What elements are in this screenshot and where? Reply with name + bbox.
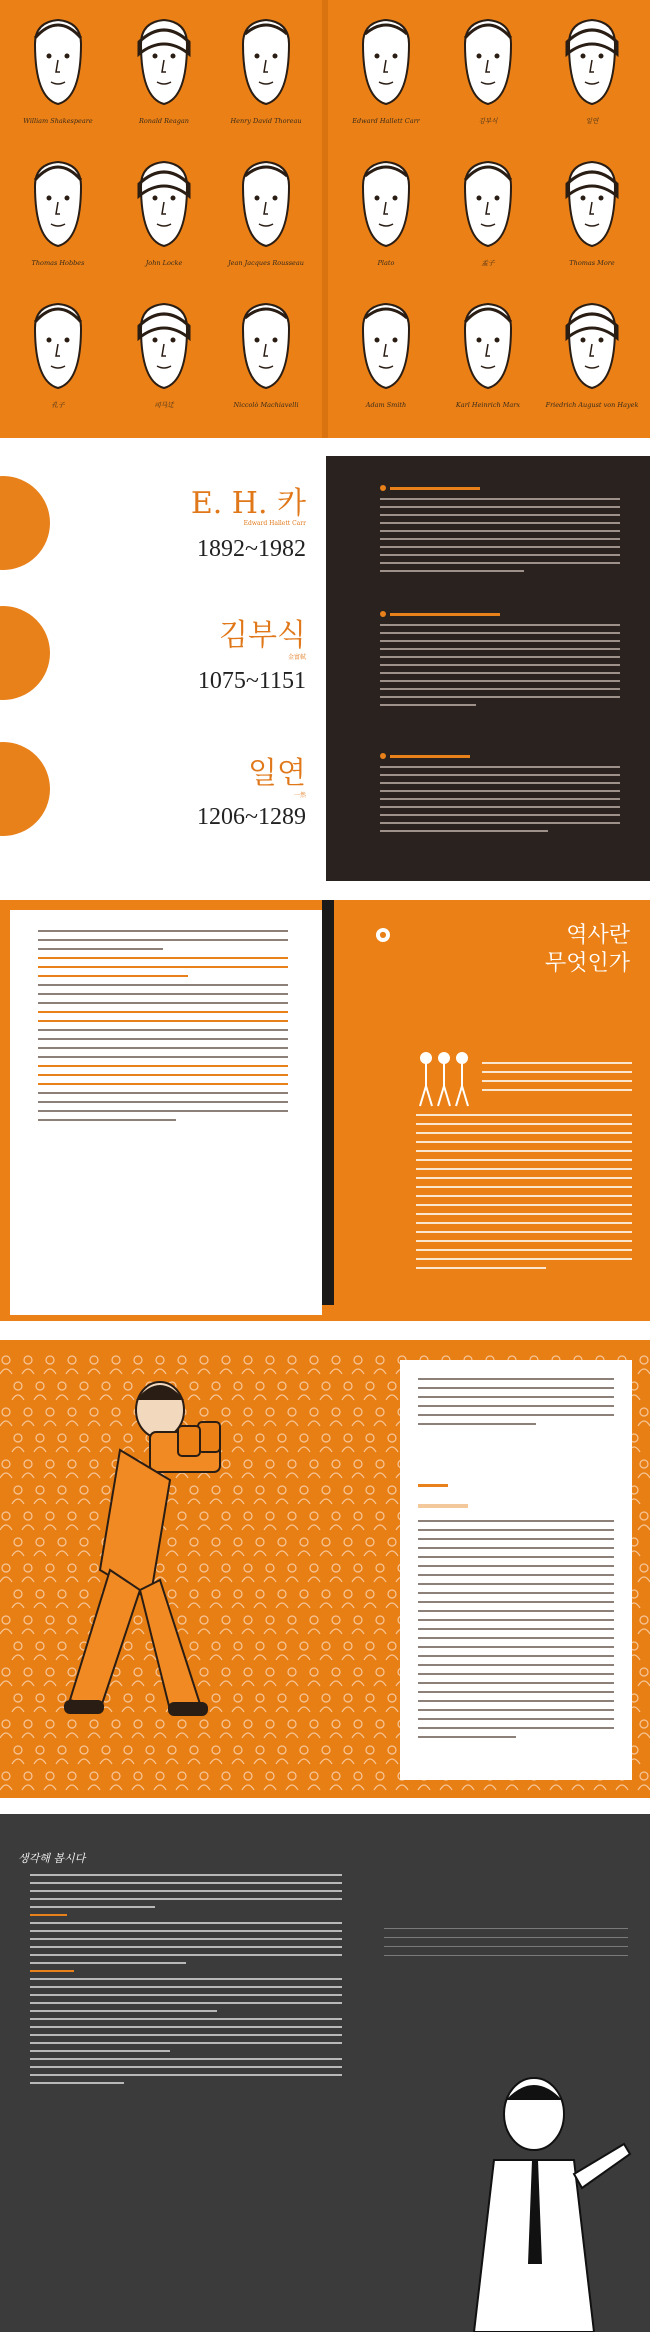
portrait-drawing [127,150,201,254]
portrait-name: Thomas More [569,259,615,267]
portrait-drawing [555,150,629,254]
historian-spread [0,456,650,881]
body-text [418,1378,614,1432]
portrait-name: Niccolò Machiavelli [233,401,299,409]
portrait [6,292,110,420]
body-text [380,766,620,838]
portrait-circle [0,606,50,700]
page-spine [322,900,334,1305]
portrait [334,8,438,136]
historian-timeline [0,456,326,881]
historian-name: 일연 [248,756,306,791]
portrait [436,8,540,136]
illustration-spread [0,1340,650,1798]
portrait-name: 司马迁 [154,401,174,409]
section-header: 생각해 봅시다 [18,1852,86,1865]
portrait-drawing [349,8,423,112]
chapter-opener [0,900,650,1321]
portrait [436,150,540,278]
historian-name: E. H. 카 [190,486,306,521]
chapter-title-line2: 무엇인가 [544,951,630,976]
chapter-title-line1: 역사란 [566,923,630,948]
person-with-binoculars [64,1382,220,1716]
portrait [214,150,318,278]
body-text [482,1062,632,1098]
page-spine [322,0,328,438]
subheading [418,1494,468,1508]
portrait-drawing [229,8,303,112]
portrait-drawing [349,292,423,396]
portrait-drawing [127,292,201,396]
portrait [6,8,110,136]
lecturer-illustration [434,2064,650,2332]
portrait-name: 孔子 [51,401,65,409]
body-text [416,1114,632,1276]
portrait-drawing [229,150,303,254]
portrait-drawing [229,292,303,396]
chapter-title [520,922,630,978]
body-text [30,1874,342,2090]
historian-subtitle: 金富軾 [287,654,306,661]
portrait [112,150,216,278]
portrait-name: 孟子 [481,259,495,267]
portrait [334,150,438,278]
portrait [6,150,110,278]
portrait-name: Edward Hallett Carr [352,117,420,125]
body-text [380,498,620,578]
portrait-drawing [21,292,95,396]
portrait-drawing [127,8,201,112]
portrait-name: Ronald Reagan [138,117,189,125]
historian-years: 1206~1289 [197,804,306,830]
historian-subtitle: Edward Hallett Carr [243,520,306,527]
portrait-name: John Locke [145,259,183,267]
portrait-name: Karl Heinrich Marx [455,401,521,409]
portrait-drawing [21,8,95,112]
portrait-name: Henry David Thoreau [230,117,302,125]
historian-carr [0,468,326,598]
portrait [334,292,438,420]
subheading-label [418,1480,448,1489]
portrait-drawing [21,150,95,254]
discussion-spread [0,1814,650,2332]
chapter-badge: ● [376,928,390,942]
text-page [10,910,322,1315]
historian-kim [0,606,326,736]
portrait-drawing [555,292,629,396]
portrait-drawing [555,8,629,112]
historian-subtitle: 一然 [293,792,306,799]
portrait [540,150,644,278]
portrait-drawing [451,292,525,396]
portrait-circle [0,742,50,836]
portrait [214,8,318,136]
body-text [38,930,288,1128]
portrait-drawing [349,150,423,254]
portrait-name: Friedrich August von Hayek [545,401,639,409]
portrait-gallery [0,0,650,438]
section-bullet [380,610,500,620]
portrait-name: 일연 [585,117,599,125]
body-text [418,1520,614,1745]
portrait-drawing [451,150,525,254]
body-text [380,624,620,712]
portrait [112,292,216,420]
portrait-name: William Shakespeare [23,117,93,125]
walking-figures-icon [416,1050,476,1120]
text-box [400,1360,632,1780]
comparison-table [384,1920,628,1956]
portrait-drawing [451,8,525,112]
portrait [112,8,216,136]
portrait [540,8,644,136]
portrait-name: 김부식 [478,117,498,125]
historian-name: 김부식 [219,618,306,653]
portrait-name: Plato [377,259,395,267]
portrait [540,292,644,420]
portrait-name: Adam Smith [365,401,407,409]
portrait [436,292,540,420]
section-bullet [380,484,480,494]
historian-years: 1892~1982 [197,536,306,562]
portrait [214,292,318,420]
historian-years: 1075~1151 [197,668,306,694]
portrait-name: Thomas Hobbes [31,259,85,267]
section-bullet [380,752,470,762]
portrait-circle [0,476,50,570]
historian-ilyeon [0,746,326,876]
portrait-name: Jean Jacques Rousseau [228,259,304,267]
